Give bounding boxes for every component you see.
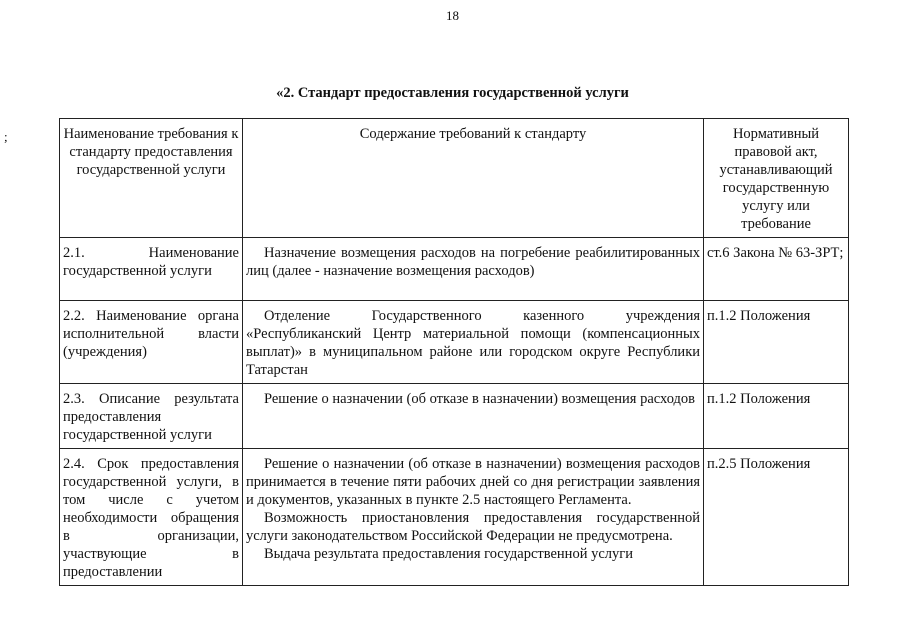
column-header-act: Нормативный правовой акт, устанавливающий государственную услугу или требование (704, 119, 849, 238)
content-paragraph: Выдача результата предоставления государственной услуги (264, 546, 633, 562)
content-paragraph: Решение о назначении (об отказе в назначении) возмещения расходов (264, 391, 696, 407)
requirement-cell: 2.3. Описание результата предоставления государственной услуги (60, 384, 243, 449)
content-paragraph: Возможность приостановления предоставления государственной услуги законодательством Российской Федерации не предусмотрена. (246, 510, 700, 544)
section-title: «2. Стандарт предоставления государственной услуги (276, 85, 629, 101)
content-paragraph: Решение о назначении (об отказе в назначении) возмещения расходов принимается в течение пяти рабочих дней со дня регистрации заявления и документов, указанных в пункте 2.5 настоящего Регламента. (246, 456, 700, 508)
content-cell (243, 384, 704, 449)
act-cell: ст.6 Закона № 63-ЗРТ; (704, 238, 849, 301)
column-header-requirement: Наименование требования к стандарту предоставления государственной услуги (60, 119, 243, 238)
table-row (60, 301, 849, 384)
table-header-row (60, 119, 849, 238)
requirement-cell: 2.2. Наименование органа исполнительной власти (учреждения) (60, 301, 243, 384)
standard-table (59, 118, 849, 586)
content-paragraph: Назначение возмещения расходов на погребение реабилитированных лиц (далее - назначение возмещения расходов) (246, 245, 700, 279)
table-row (60, 449, 849, 586)
act-cell: п.1.2 Положения (704, 301, 849, 384)
requirement-cell: 2.4. Срок предоставления государственной услуги, в том числе с учетом необходимости обращения в организации, участвующие в предоставлении (60, 449, 243, 586)
content-paragraph: Отделение Государственного казенного учреждения «Республиканский Центр материальной помощи (компенсационных выплат)» в муниципальном районе или городском округе Республики Татарстан (246, 308, 700, 378)
content-cell (243, 449, 704, 586)
act-cell: п.2.5 Положения (704, 449, 849, 586)
margin-mark: ; (4, 129, 8, 144)
requirement-cell: 2.1. Наименование государственной услуги (60, 238, 243, 301)
column-header-content: Содержание требований к стандарту (243, 119, 704, 238)
page-number: 18 (446, 8, 459, 23)
content-cell (243, 301, 704, 384)
act-cell: п.1.2 Положения (704, 384, 849, 449)
table-row (60, 238, 849, 301)
content-cell (243, 238, 704, 301)
table-row (60, 384, 849, 449)
